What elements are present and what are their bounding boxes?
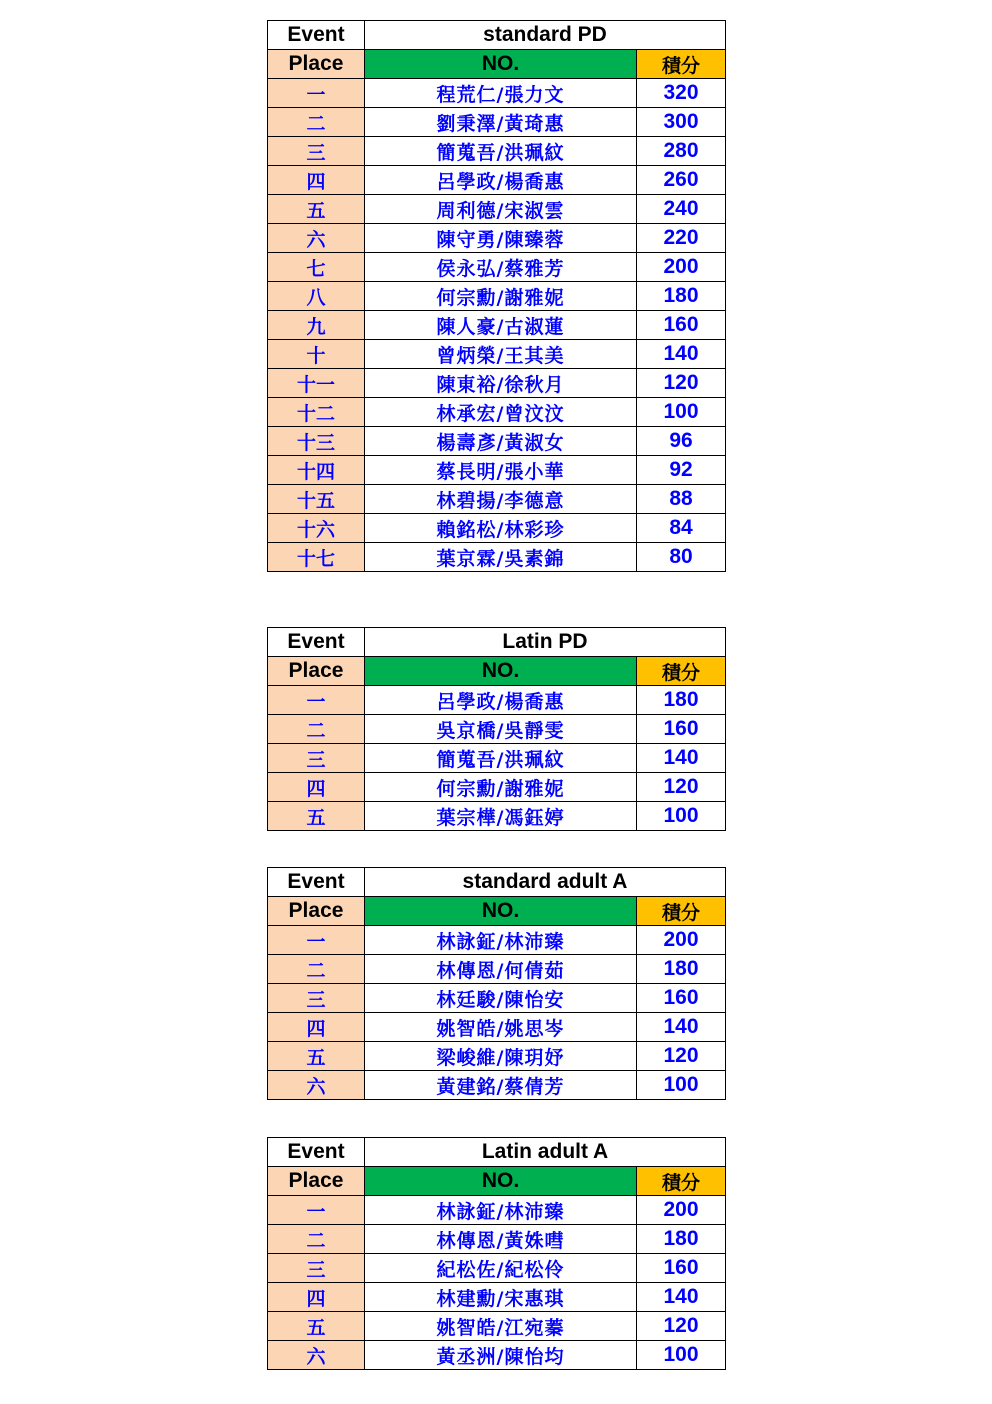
table-row — [268, 137, 726, 166]
table-row — [268, 224, 726, 253]
ranking-table-latin-pd — [267, 627, 726, 831]
place-header: Place — [268, 1167, 365, 1196]
couple-names: 林詠鉦/林沛臻 — [365, 1196, 637, 1225]
place-cell: 二 — [268, 955, 365, 984]
score-value: 300 — [637, 108, 726, 137]
place-cell: 三 — [268, 984, 365, 1013]
score-value: 140 — [637, 1013, 726, 1042]
couple-names: 曾炳榮/王其美 — [365, 340, 637, 369]
place-cell: 十二 — [268, 398, 365, 427]
table-row — [268, 926, 726, 955]
couple-names: 簡蒐吾/洪珮紋 — [365, 137, 637, 166]
couple-names: 林廷駿/陳怡安 — [365, 984, 637, 1013]
event-header-row — [268, 628, 726, 657]
place-cell: 六 — [268, 224, 365, 253]
column-header-row — [268, 1167, 726, 1196]
place-cell: 一 — [268, 926, 365, 955]
column-header-row — [268, 50, 726, 79]
table-row — [268, 79, 726, 108]
table-row — [268, 427, 726, 456]
score-value: 140 — [637, 1283, 726, 1312]
place-cell: 三 — [268, 1254, 365, 1283]
table-row — [268, 398, 726, 427]
couple-names: 紀松佐/紀松伶 — [365, 1254, 637, 1283]
couple-names: 黃丞洲/陳怡均 — [365, 1341, 637, 1370]
score-value: 88 — [637, 485, 726, 514]
place-cell: 十七 — [268, 543, 365, 572]
table-row — [268, 686, 726, 715]
table-row — [268, 514, 726, 543]
event-label: Event — [268, 21, 365, 50]
table-row — [268, 802, 726, 831]
table-row — [268, 1341, 726, 1370]
place-cell: 六 — [268, 1341, 365, 1370]
table-row — [268, 282, 726, 311]
couple-names: 程荒仁/張力文 — [365, 79, 637, 108]
table-row — [268, 485, 726, 514]
couple-names: 姚智皓/姚思岑 — [365, 1013, 637, 1042]
couple-names: 葉宗樺/馮鈺婷 — [365, 802, 637, 831]
couple-names: 梁峻維/陳玥妤 — [365, 1042, 637, 1071]
event-label: Event — [268, 868, 365, 897]
place-header: Place — [268, 50, 365, 79]
score-value: 200 — [637, 926, 726, 955]
place-cell: 五 — [268, 802, 365, 831]
score-value: 320 — [637, 79, 726, 108]
table-row — [268, 195, 726, 224]
couple-names: 吳京橋/吳靜雯 — [365, 715, 637, 744]
table-row — [268, 253, 726, 282]
score-value: 100 — [637, 1071, 726, 1100]
table-row — [268, 715, 726, 744]
score-value: 260 — [637, 166, 726, 195]
place-cell: 五 — [268, 1312, 365, 1341]
couple-names: 楊壽彥/黃淑女 — [365, 427, 637, 456]
couple-names: 陳守勇/陳臻蓉 — [365, 224, 637, 253]
couple-names: 蔡長明/張小華 — [365, 456, 637, 485]
place-cell: 三 — [268, 137, 365, 166]
score-value: 80 — [637, 543, 726, 572]
couple-names: 呂學政/楊喬惠 — [365, 686, 637, 715]
couple-names: 林承宏/曾汶汶 — [365, 398, 637, 427]
place-cell: 三 — [268, 744, 365, 773]
table-row — [268, 1196, 726, 1225]
table-row — [268, 456, 726, 485]
score-value: 180 — [637, 955, 726, 984]
place-cell: 四 — [268, 166, 365, 195]
table-row — [268, 1071, 726, 1100]
score-value: 160 — [637, 1254, 726, 1283]
no-header: NO. — [365, 1167, 637, 1196]
couple-names: 何宗勳/謝雅妮 — [365, 282, 637, 311]
couple-names: 劉秉澤/黃琦惠 — [365, 108, 637, 137]
place-cell: 十五 — [268, 485, 365, 514]
couple-names: 林詠鉦/林沛臻 — [365, 926, 637, 955]
table-row — [268, 369, 726, 398]
table-row — [268, 1013, 726, 1042]
table-row — [268, 1225, 726, 1254]
place-cell: 五 — [268, 1042, 365, 1071]
event-title: standard PD — [365, 21, 726, 50]
score-value: 200 — [637, 253, 726, 282]
table-row — [268, 955, 726, 984]
score-value: 140 — [637, 340, 726, 369]
place-cell: 一 — [268, 79, 365, 108]
table-row — [268, 108, 726, 137]
event-title: standard adult A — [365, 868, 726, 897]
place-cell: 二 — [268, 715, 365, 744]
place-cell: 十四 — [268, 456, 365, 485]
score-value: 120 — [637, 773, 726, 802]
table-row — [268, 744, 726, 773]
place-cell: 二 — [268, 108, 365, 137]
couple-names: 陳東裕/徐秋月 — [365, 369, 637, 398]
score-header: 積分 — [637, 657, 726, 686]
couple-names: 賴銘松/林彩珍 — [365, 514, 637, 543]
column-header-row — [268, 657, 726, 686]
event-label: Event — [268, 1138, 365, 1167]
table-row — [268, 773, 726, 802]
score-value: 100 — [637, 802, 726, 831]
score-header: 積分 — [637, 1167, 726, 1196]
column-header-row — [268, 897, 726, 926]
place-header: Place — [268, 657, 365, 686]
couple-names: 陳人豪/古淑蓮 — [365, 311, 637, 340]
score-value: 100 — [637, 1341, 726, 1370]
table-row — [268, 311, 726, 340]
event-header-row — [268, 21, 726, 50]
couple-names: 林傳恩/黃姝嘒 — [365, 1225, 637, 1254]
score-header: 積分 — [637, 50, 726, 79]
score-value: 180 — [637, 686, 726, 715]
couple-names: 呂學政/楊喬惠 — [365, 166, 637, 195]
couple-names: 黃建銘/蔡倩芳 — [365, 1071, 637, 1100]
place-cell: 十 — [268, 340, 365, 369]
place-cell: 四 — [268, 773, 365, 802]
no-header: NO. — [365, 50, 637, 79]
score-value: 220 — [637, 224, 726, 253]
score-value: 180 — [637, 1225, 726, 1254]
couple-names: 林建勳/宋惠琪 — [365, 1283, 637, 1312]
table-row — [268, 1312, 726, 1341]
place-cell: 一 — [268, 686, 365, 715]
place-cell: 九 — [268, 311, 365, 340]
place-cell: 十三 — [268, 427, 365, 456]
score-value: 200 — [637, 1196, 726, 1225]
place-cell: 六 — [268, 1071, 365, 1100]
place-cell: 二 — [268, 1225, 365, 1254]
couple-names: 侯永弘/蔡雅芳 — [365, 253, 637, 282]
event-header-row — [268, 868, 726, 897]
place-cell: 四 — [268, 1283, 365, 1312]
score-value: 120 — [637, 1312, 726, 1341]
couple-names: 林傳恩/何倩茹 — [365, 955, 637, 984]
no-header: NO. — [365, 657, 637, 686]
score-value: 160 — [637, 984, 726, 1013]
place-cell: 十一 — [268, 369, 365, 398]
ranking-table-standard-adult-a — [267, 867, 726, 1100]
score-value: 92 — [637, 456, 726, 485]
place-cell: 五 — [268, 195, 365, 224]
table-row — [268, 543, 726, 572]
couple-names: 姚智皓/江宛蓁 — [365, 1312, 637, 1341]
score-value: 100 — [637, 398, 726, 427]
score-value: 120 — [637, 1042, 726, 1071]
couple-names: 周利德/宋淑雲 — [365, 195, 637, 224]
place-cell: 四 — [268, 1013, 365, 1042]
score-value: 280 — [637, 137, 726, 166]
score-value: 240 — [637, 195, 726, 224]
score-value: 140 — [637, 744, 726, 773]
event-label: Event — [268, 628, 365, 657]
table-row — [268, 166, 726, 195]
place-cell: 七 — [268, 253, 365, 282]
couple-names: 何宗勳/謝雅妮 — [365, 773, 637, 802]
place-cell: 一 — [268, 1196, 365, 1225]
couple-names: 林碧揚/李德意 — [365, 485, 637, 514]
score-value: 96 — [637, 427, 726, 456]
event-title: Latin PD — [365, 628, 726, 657]
score-value: 160 — [637, 311, 726, 340]
place-header: Place — [268, 897, 365, 926]
score-header: 積分 — [637, 897, 726, 926]
no-header: NO. — [365, 897, 637, 926]
place-cell: 十六 — [268, 514, 365, 543]
score-value: 180 — [637, 282, 726, 311]
table-row — [268, 1042, 726, 1071]
score-value: 160 — [637, 715, 726, 744]
event-title: Latin adult A — [365, 1138, 726, 1167]
event-header-row — [268, 1138, 726, 1167]
place-cell: 八 — [268, 282, 365, 311]
ranking-table-standard-pd — [267, 20, 726, 572]
ranking-table-latin-adult-a — [267, 1137, 726, 1370]
table-row — [268, 1283, 726, 1312]
table-row — [268, 984, 726, 1013]
table-row — [268, 340, 726, 369]
score-value: 84 — [637, 514, 726, 543]
couple-names: 葉京霖/吳素錦 — [365, 543, 637, 572]
couple-names: 簡蒐吾/洪珮紋 — [365, 744, 637, 773]
score-value: 120 — [637, 369, 726, 398]
table-row — [268, 1254, 726, 1283]
